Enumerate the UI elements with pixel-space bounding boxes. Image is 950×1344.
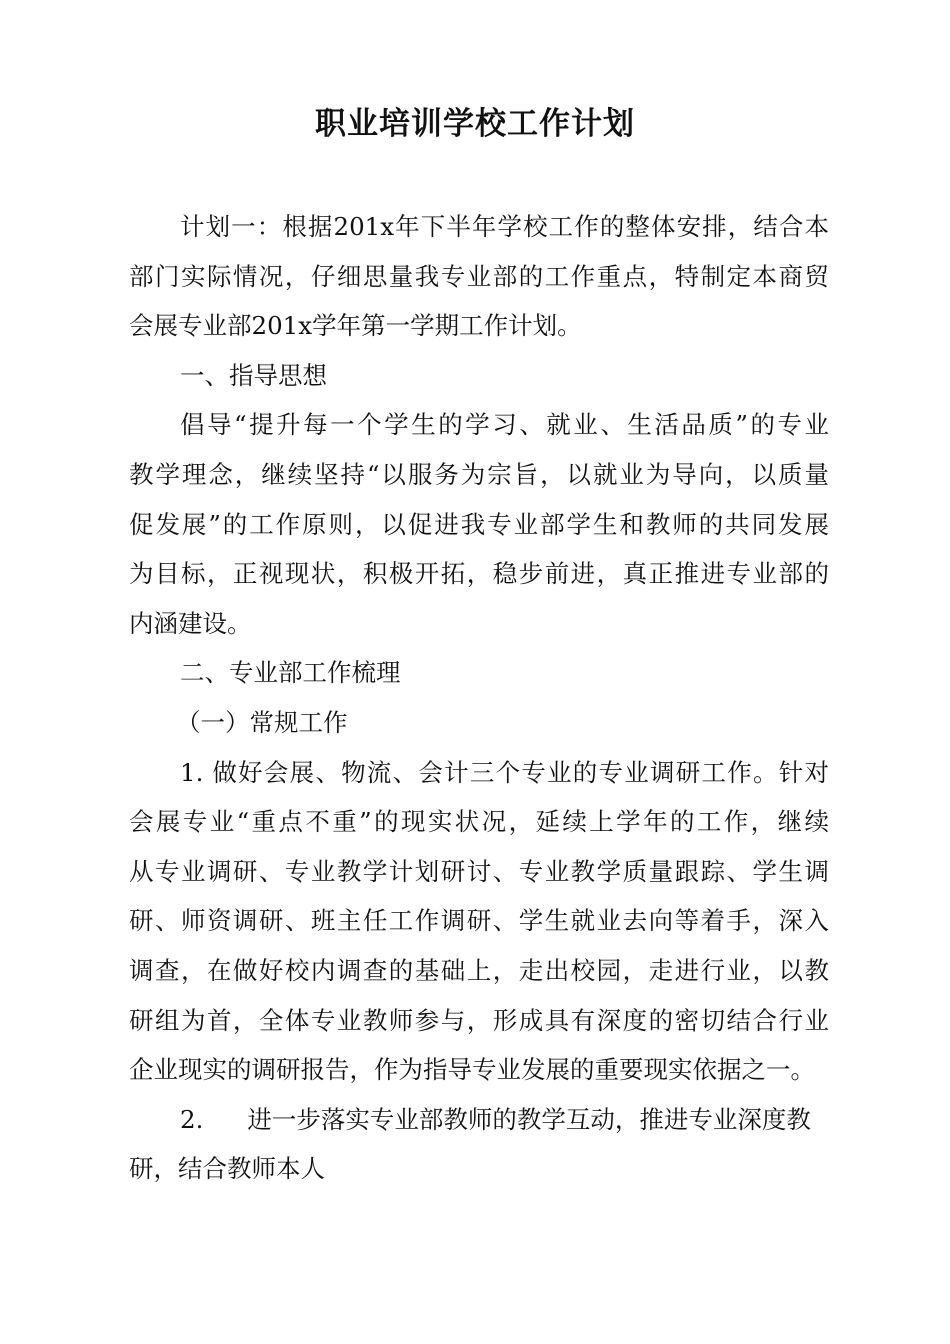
- paragraph-line: 研组为首，全体专业教师参与，形成具有深度的密切结合行业: [129, 1005, 829, 1035]
- paragraph-line: 研、师资调研、班主任工作调研、学生就业去向等着手，深入: [129, 906, 829, 936]
- paragraph-line: 倡导“提升每一个学生的学习、就业、生活品质”的专业: [180, 410, 829, 440]
- paragraph-line: 研，结合教师本人: [129, 1154, 325, 1184]
- paragraph-line: 教学理念，继续坚持“以服务为宗旨，以就业为导向，以质量: [129, 459, 829, 489]
- list-number: 2.: [180, 1104, 204, 1134]
- paragraph-line: 调查，在做好校内调查的基础上，走出校园，走进行业，以教: [129, 955, 829, 985]
- section-heading: 一、指导思想: [180, 360, 327, 390]
- section-heading: 二、专业部工作梳理: [180, 658, 401, 688]
- document-body: [129, 208, 829, 1200]
- paragraph-line: 企业现实的调研报告，作为指导专业发展的重要现实依据之一。: [129, 1055, 815, 1085]
- list-item-text: 进一步落实专业部教师的教学互动，推进专业深度教: [247, 1104, 811, 1134]
- paragraph-line: 会展专业部201x学年第一学期工作计划。: [129, 311, 582, 341]
- list-item-2-line: [129, 1101, 829, 1151]
- paragraph-line: 促发展”的工作原则，以促进我专业部学生和教师的共同发展: [129, 509, 829, 539]
- paragraph-line: 部门实际情况，仔细思量我专业部的工作重点，特制定本商贸: [129, 261, 829, 291]
- paragraph-line: 计划一：根据201x年下半年学校工作的整体安排，结合本: [180, 212, 829, 241]
- paragraph-line: 为目标，正视现状，积极开拓，稳步前进，真正推进专业部的: [129, 559, 829, 589]
- subsection-heading: （一）常规工作: [176, 707, 348, 737]
- paragraph-line: 会展专业“重点不重”的现实状况，延续上学年的工作，继续: [129, 807, 829, 837]
- paragraph-line: 1. 做好会展、物流、会计三个专业的专业调研工作。针对: [180, 757, 829, 787]
- document-title: 职业培训学校工作计划: [315, 106, 635, 142]
- paragraph-line: 从专业调研、专业教学计划研讨、专业教学质量跟踪、学生调: [129, 856, 829, 886]
- paragraph-line: 内涵建设。: [129, 608, 252, 638]
